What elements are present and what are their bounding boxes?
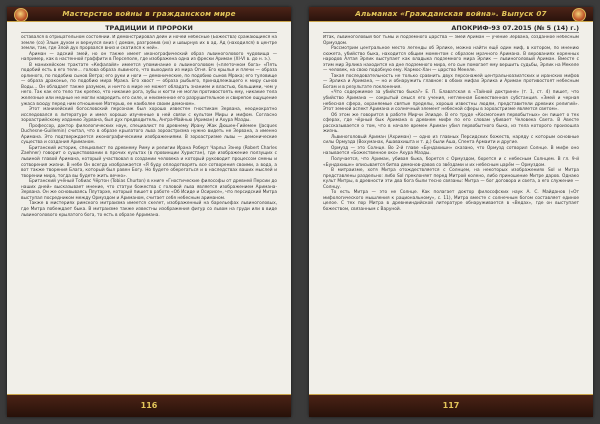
paragraph: Профессор, доктор филологических наук, специалист по древнему Ирану Жак Дюшен-Гийемен (Jacques Duchesne-Guillemin) считал, что в образе крылатого льва зороастризма нужно видеть не Зервана, а именно Аримана. Это подтверждается иконографическими изображениями. В зороастризме львы — демонические существа и создания Ариманом. [21, 123, 277, 146]
paragraph: Ормузд — это Солнце. Во 2-й главе «Бундахишн» сказано, что Ормузд сотворил Солнце. В мифе оно называется «Божественное око» Ахура Мазды. [323, 145, 579, 157]
paragraph: Рассмотрим центральное место легенды об Эрлике, можно найти ещё один миф, в котором, по мнению сюжета, убийство быка, находится общим моментом с образом мрачного Аримана. В верованиях коренных народов Алтая Эрлик выступает как владыка подземного мира Эрлик — львиноголовый Ариман. Вместе с этим мир Эрлика находится на дне подземного мира, его сын помогает ему вершить судьбы, Эрлик на Мекеле — человек, на свою подобную ему. Кармос-Хан — царство Мекеле. [323, 46, 579, 74]
paragraph: Этот манихейский богословский персонаж был хорошо известен гностикам Зервана, неоднократно исследовался в литературе и имел хорошо изученные в ней связи с культом Миры и мифом. Согласно зороастрийскому изданию Зурвана, был дух предводитель, Ангра-Майнью (Ариман) и Ахура Мазды. [21, 107, 277, 124]
paragraph: Британский учёный Тобиас Чёртон (Tobias Churton) в книге «Гностические философы от древней Персии до наших дней» высказывает мнение, что статуи божества с головой льва является изображением Аримана-Зервана. Он же основываясь Плутархе, который пишет в работе «Об Исиде и Осирисе», что персидский Митра выступал посредником между Ормуздом и Ариманом, считает себя небесным ариманом. [21, 179, 277, 201]
section-title: АПОКРИФ-93 07.2015 (№ 5 (14) г.) [451, 24, 579, 32]
header-band [309, 7, 593, 22]
section-title: ТРАДИЦИИ И ПРОРОКИ [105, 24, 193, 32]
footer-band [309, 394, 593, 417]
left-page [7, 7, 291, 417]
emblem-icon [14, 8, 28, 22]
header-band [7, 7, 291, 22]
paragraph: оставался в отрицательном состоянии. И демонстрировал дейн и ночей небесные (Божества) сражающиеся на земле (со) Злым духом и вернулся вниз ( домам, разгромив (их) и швырнув их в ад. Ад (находился) в центре земли, там, где Злой дух прорвался вниз и скатился к ней». [21, 35, 277, 52]
paragraph: Такая последовательность не только сравнить двух персонажей центральноазиатских и иранских мифов — Эрлика и Аримана, — но и обнаружить главное: в обоих мифах Эрлика и Ариман противостоят небесным Богам и в результате поклонения. [323, 73, 579, 90]
paragraph: В манихейском трактате «Кефалайя» имеется упоминание о львиноголовом («плеточном бога» «Пять подобий есть в его теле… голова образа львиного, что выходила из мира Огня. Его крылья и плечи — образа орлиного, по подобию сынов Ветра; его руки и ноги — демонические, по подобию сынов Мрака; его туловище — образа драконье, по подобию мира Мрака. Его хвост — образа рыбьего, принадлежащего к миру сынов Воды… Он обладает также разумом, и ничто в мире не может обладать знанием и властью, большими, чем у него. Так как его тело так крепко, что никакие рога, зубы и когти не могли противостоять ему, никакие тела железные или медные не могли навредить его силе, и неизменное его разрушительное и свирепое ощущение ужаса всюду перед ним отношение Матерью, ее наиболее своим демоном». [21, 62, 277, 107]
paragraph: Об этом же говорится в работе Мирчи Элиаде. В его труде «Космогония первобытных» он пишет о тех сферах, где чёрный бык Аримана в древнем мифе по его словам убивает Человека Света. В Авесте рассказывается о том, что в начале времен Ариман убил первобытного быка, из тела которого произошла жизнь. [323, 112, 579, 135]
footer-band [7, 394, 291, 417]
running-header: Мастерство войны в гражданском мире [62, 9, 236, 18]
paragraph: Британский историк, специалист по древнему Риму и религии Ирана Роберт Чарльз Зэнер (Robert Charles Zaehner) говорит о существовании в прочих культах (в провинции Хуристан), где изображение ползущих с львиной главой Аримана, который участвовал в создании человека и который руководит процессом смены и сотворения жизни. В небе Он всегда изображается «Я буду оплодотворять все сотворения своими, а вода, а вот также творения Блага, который был равен Богу. Но будете оберегаться и в наследствах ваших мыслей и творении мира, тогда вы будете жить вечно». [21, 145, 277, 179]
right-page [309, 7, 593, 417]
paragraph: «Что содержимое за убийство быка?» Е. П. Блаватская в «Тайной доктрине» (т. 1, ст. 4) пишет, что убийство Аримана — сокрытый смысл его учения, нетленная Божественная субстанция. «Змей и черная небесная сфера, охраняемые святые пределы, хорошо известны людям, представители древних религий». Этот земной аспект Аримана и солнечный элемент небесной сферы в зороастризме является светом». [323, 90, 579, 113]
article-body [21, 35, 277, 389]
article-body [323, 35, 579, 389]
paragraph: Львиноголовый Ариман (Ахриман) — одно из главных Персидских божеств, наряду с которым основные силы Ормузда (Вохуманах, Ашавахишта и т. д.) были Аша, Спента Армаити и другие. [323, 134, 579, 146]
paragraph: Итак, львиноголовый бог тьмы и подземного царства — змей Ариман — учение Зервана, созданное небесным Ормуздом. [323, 35, 579, 46]
paragraph: Ариман — адский змей, но он также имеет иконографический образ львиноголового чудовища — например, как в настенной граффити в Персеполе, где изображена одна из фрески Ариман (XI-VI в. до н. э.). [21, 51, 277, 63]
paragraph: Получается, что Ариман, убивая быка, борется с Ормуздом, борется и с небесным Солнцем. В гл. 9-й «Бундахишн» описывается битва демонов-дэвов со звёздами и их небесным царём — Ормуздом. [323, 157, 579, 168]
paragraph: В митраизме, хотя Митра отождествляется с Солнцем, на некоторых изображениях Sol и Митра представлены раздельно: либо Sol преклоняет перед Митрой колено, либо приношение Митре даров. Однако культ Митры, в древности эти два бога были тесно связаны: Митра — бог договора и света, а его служение — Солнцу. [323, 168, 579, 190]
page-number: 117 [442, 401, 460, 410]
paragraph: То есть Митра — это не Солнце. Как полагает доктор философских наук А. С. Майданов («От мифологического мышления к рациональному», с. 11), Митра вместе с солнечным богом составляет единое целое. С тех пор Митра в древнеиндийской литературе обнаруживается в «Ведах», где он выступает божеством, связанным с Варуной. [323, 190, 579, 212]
page-number: 116 [140, 401, 158, 410]
emblem-icon [572, 8, 586, 22]
paragraph: Также в мистериях римского митраизма имеется скелет, изображенный на барельефах львиноголовых, где Митра побеждает быка. В митраизме также известны изображения фигур со львом на груди или в виде львиноголового крылатого бога, то есть в образе Арримана. [21, 201, 277, 218]
running-header: Альманах «Гражданская война». Выпуск 07 [355, 9, 547, 18]
divider [21, 32, 277, 33]
divider [323, 32, 579, 33]
